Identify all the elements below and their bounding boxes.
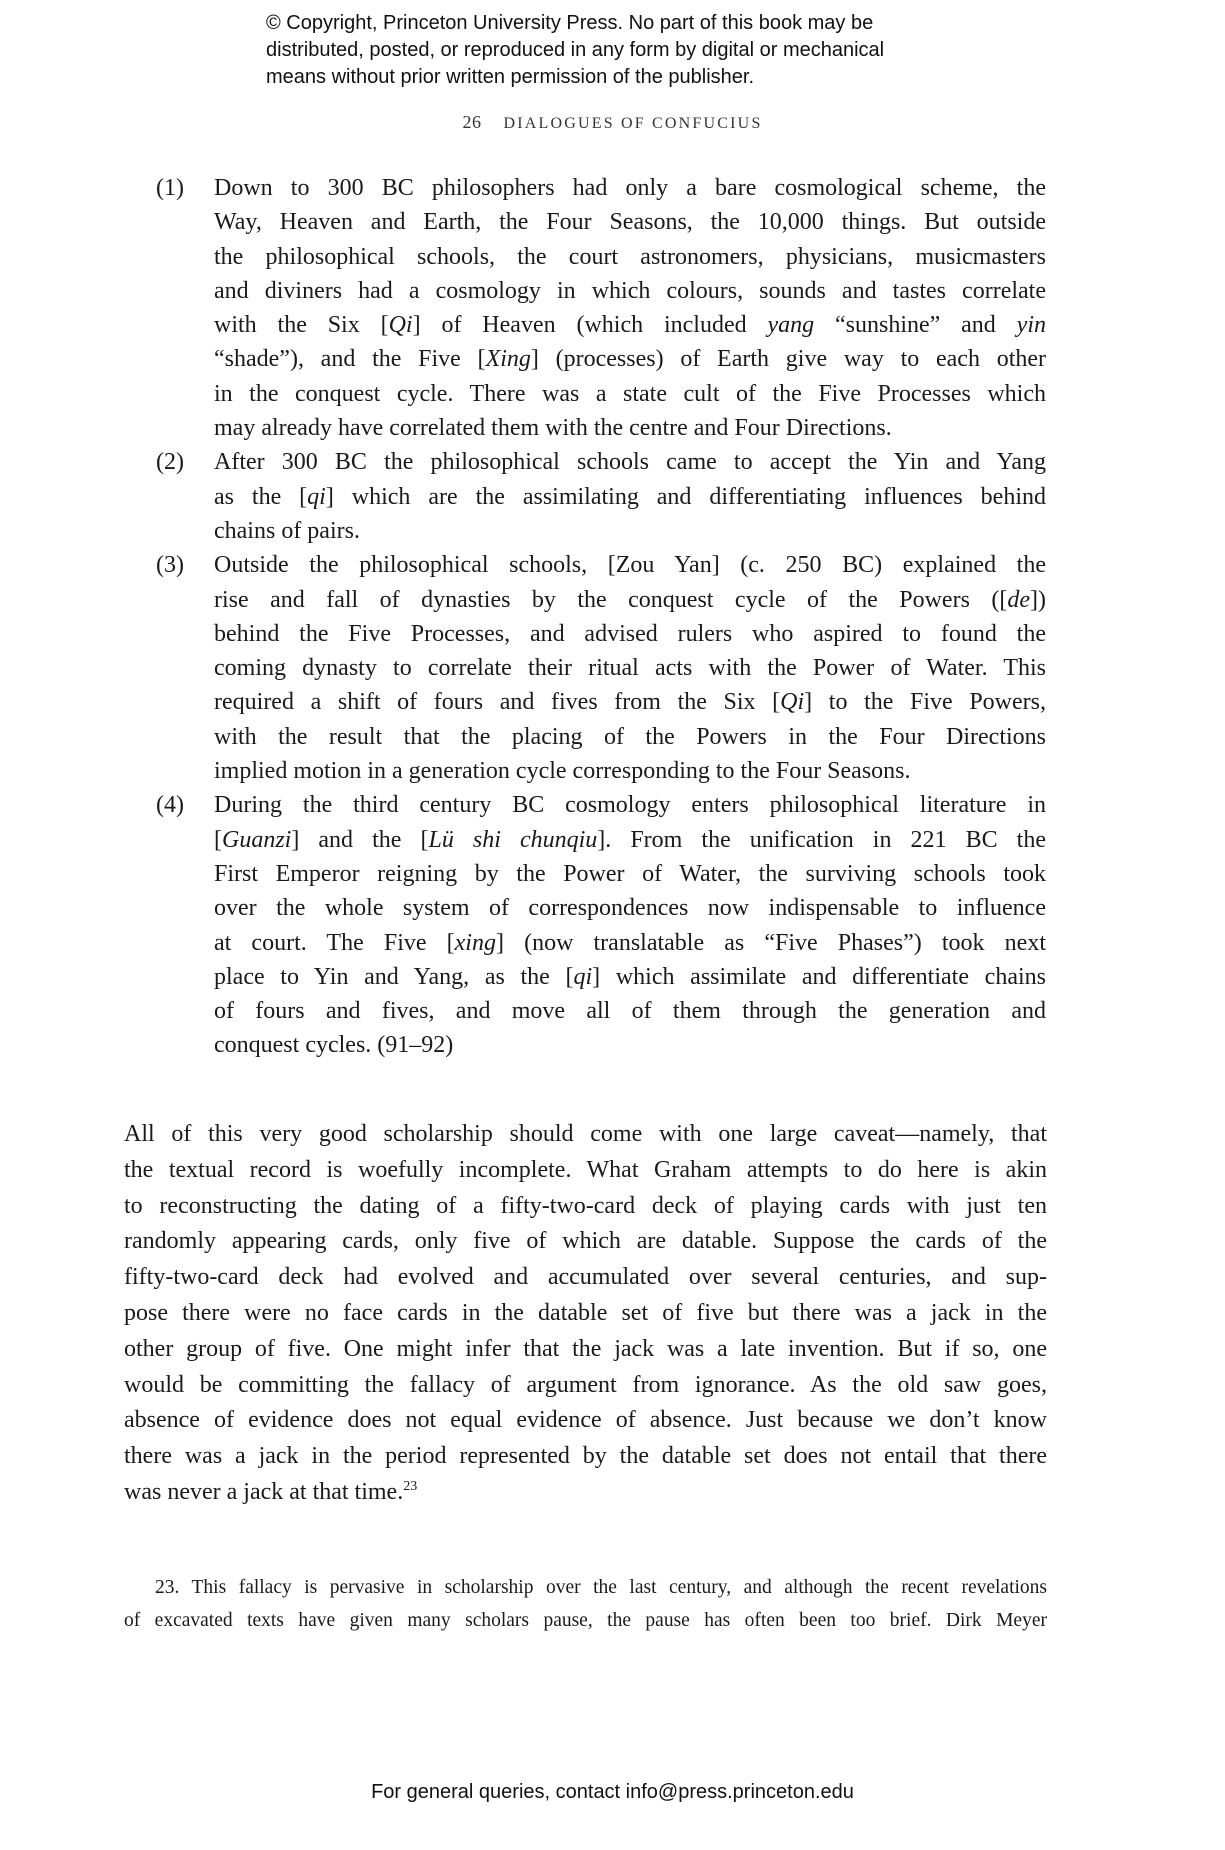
- text-line: [214, 685, 1046, 719]
- text-run: may already have correlated them with the centre and Four Directions.: [214, 415, 892, 442]
- text-line: [214, 377, 1046, 411]
- text-run: place to Yin and Yang, as the [: [214, 963, 574, 990]
- text-line: [124, 1260, 1047, 1296]
- item-number: (2): [156, 449, 184, 476]
- item-text: [214, 445, 1046, 548]
- text-line: [214, 651, 1046, 685]
- text-run: ] (now translatable as “Five Phases”) took next: [495, 929, 1046, 956]
- body-paragraph: [124, 1117, 1047, 1511]
- text-run: with the Six [: [214, 312, 389, 339]
- text-line: [124, 1117, 1047, 1153]
- text-line: [214, 583, 1046, 617]
- text-line: [214, 308, 1046, 342]
- item-text: [214, 171, 1046, 445]
- text-line: [214, 617, 1046, 651]
- text-line: [214, 857, 1046, 891]
- text-run: at court. The Five [: [214, 929, 455, 956]
- text-line: [214, 411, 1046, 445]
- text-line: [214, 720, 1046, 754]
- text-line: [214, 274, 1046, 308]
- text-run: Outside the philosophical schools, [Zou Yan] (c. 250 BC) explained the: [214, 552, 1046, 579]
- text-line: [214, 994, 1046, 1028]
- footnote-reference: 23: [403, 1478, 418, 1494]
- italic-term: Lü shi chunqiu: [428, 826, 598, 853]
- footnote: [124, 1571, 1047, 1637]
- italic-term: de: [1007, 586, 1031, 613]
- text-run: Way, Heaven and Earth, the Four Seasons, the 10,000 things. But outside: [214, 209, 1046, 236]
- italic-term: yang: [767, 312, 815, 339]
- italic-term: Xing: [485, 346, 531, 373]
- text-run: ] and the [: [291, 826, 429, 853]
- text-run: conquest cycles. (91–92): [214, 1032, 454, 1059]
- text-run: as the [: [214, 483, 308, 510]
- text-line: [214, 445, 1046, 479]
- text-line: [124, 1224, 1047, 1260]
- text-run: ] which assimilate and differentiate chains: [592, 963, 1046, 990]
- italic-term: Qi: [780, 689, 805, 716]
- italic-term: Guanzi: [222, 826, 292, 853]
- item-number: (1): [156, 175, 184, 201]
- footer-contact: For general queries, contact info@press.princeton.edu: [371, 1781, 854, 1803]
- list-item: [150, 171, 1046, 445]
- copyright-line: © Copyright, Princeton University Press. No part of this book may be: [266, 12, 874, 34]
- text-line: [214, 514, 1046, 548]
- text-line: [214, 960, 1046, 994]
- list-item: [150, 788, 1046, 1062]
- text-line: [214, 342, 1046, 376]
- text-run: of excavated texts have given many scholars pause, the pause has often been too brief. Dirk Meyer: [124, 1610, 1047, 1631]
- text-line: [124, 1403, 1047, 1439]
- copyright-notice: [266, 10, 884, 91]
- text-run: After 300 BC the philosophical schools came to accept the Yin and Yang: [214, 449, 1046, 476]
- italic-term: qi: [573, 963, 593, 990]
- item-number: (4): [156, 792, 184, 819]
- text-run: ] (processes) of Earth give way to each other: [530, 346, 1047, 373]
- text-run: over the whole system of correspondences now indispensable to influence: [214, 895, 1046, 922]
- text-line: [124, 1439, 1047, 1475]
- text-run: the textual record is woefully incomplete. What Graham attempts to do here is akin: [124, 1156, 1047, 1183]
- text-line: [214, 788, 1046, 822]
- text-run: 23. This fallacy is pervasive in scholarship over the last century, and although the recent revelations: [155, 1577, 1047, 1598]
- text-run: pose there were no face cards in the datable set of five but there was a jack in the: [124, 1299, 1047, 1326]
- text-run: ]. From the unification in 221 BC the: [597, 826, 1046, 853]
- text-line: [124, 1475, 1047, 1511]
- text-line: [214, 926, 1046, 960]
- text-line: [214, 548, 1046, 582]
- text-line: [214, 891, 1046, 925]
- italic-term: yin: [1016, 312, 1046, 339]
- text-run: in the conquest cycle. There was a state cult of the Five Processes which: [214, 380, 1046, 407]
- text-line: [214, 240, 1046, 274]
- text-run: with the result that the placing of the Powers in the Four Directions: [214, 723, 1046, 750]
- text-line: [124, 1189, 1047, 1225]
- text-line: [124, 1368, 1047, 1404]
- text-run: and diviners had a cosmology in which colours, sounds and tastes correlate: [214, 277, 1046, 304]
- text-line: [124, 1296, 1047, 1332]
- item-text: [214, 788, 1046, 1062]
- text-line: [124, 1332, 1047, 1368]
- copyright-line: means without prior written permission of the publisher.: [266, 66, 755, 88]
- book-title: DIALOGUES OF CONFUCIUS: [503, 115, 763, 132]
- item-text: [214, 548, 1046, 788]
- text-line: [214, 754, 1046, 788]
- text-run: ] to the Five Powers,: [804, 689, 1046, 716]
- text-line: [214, 205, 1046, 239]
- copyright-line: distributed, posted, or reproduced in any form by digital or mechanical: [266, 39, 885, 61]
- text-line: [124, 1571, 1047, 1604]
- text-run: rise and fall of dynasties by the conquest cycle of the Powers ([: [214, 586, 1008, 613]
- text-run: fifty-two-card deck had evolved and accumulated over several centuries, and sup-: [124, 1264, 1047, 1291]
- text-run: the philosophical schools, the court astronomers, physicians, musicmasters: [214, 243, 1046, 270]
- numbered-quote-list: [150, 171, 1046, 1063]
- italic-term: xing: [454, 929, 496, 956]
- running-head: [0, 112, 1225, 133]
- text-line: [124, 1604, 1047, 1637]
- text-run: required a shift of fours and fives from the Six [: [214, 689, 781, 716]
- italic-term: Qi: [388, 312, 413, 339]
- text-line: [214, 823, 1046, 857]
- item-number: (3): [156, 552, 184, 579]
- italic-term: qi: [307, 483, 326, 510]
- text-run: “shade”), and the Five [: [214, 346, 486, 373]
- text-run: All of this very good scholarship should come with one large caveat—namely, that: [124, 1121, 1047, 1147]
- text-run: First Emperor reigning by the Power of Water, the surviving schools took: [214, 860, 1046, 887]
- text-run: “sunshine” and: [814, 312, 1017, 339]
- text-run: During the third century BC cosmology enters philosophical literature in: [214, 792, 1046, 819]
- text-run: implied motion in a generation cycle corresponding to the Four Seasons.: [214, 758, 911, 785]
- text-line: [214, 171, 1046, 205]
- text-run: would be committing the fallacy of argument from ignorance. As the old saw goes,: [124, 1371, 1047, 1398]
- text-run: of fours and fives, and move all of them through the generation and: [214, 998, 1046, 1025]
- list-item: [150, 445, 1046, 548]
- text-line: [214, 1028, 1046, 1062]
- text-run: absence of evidence does not equal evidence of absence. Just because we don’t know: [124, 1407, 1047, 1434]
- text-line: [214, 480, 1046, 514]
- text-run: ]): [1030, 586, 1046, 613]
- text-run: ] of Heaven (which included: [412, 312, 768, 339]
- text-run: coming dynasty to correlate their ritual acts with the Power of Water. This: [214, 655, 1046, 682]
- text-run: [: [214, 826, 222, 853]
- text-run: Down to 300 BC philosophers had only a bare cosmological scheme, the: [214, 175, 1046, 201]
- text-run: randomly appearing cards, only five of which are datable. Suppose the cards of the: [124, 1228, 1047, 1255]
- list-item: [150, 548, 1046, 788]
- text-run: ] which are the assimilating and differentiating influences behind: [325, 483, 1046, 510]
- text-run: to reconstructing the dating of a fifty-two-card deck of playing cards with just ten: [124, 1192, 1047, 1219]
- page-number: 26: [462, 112, 482, 132]
- text-run: was never a jack at that time.: [124, 1478, 404, 1505]
- text-run: there was a jack in the period represented by the datable set does not entail that there: [124, 1443, 1047, 1470]
- text-run: other group of five. One might infer that the jack was a late invention. But if so, one: [124, 1335, 1047, 1362]
- text-run: chains of pairs.: [214, 517, 360, 544]
- text-run: behind the Five Processes, and advised rulers who aspired to found the: [214, 620, 1046, 647]
- text-line: [124, 1153, 1047, 1189]
